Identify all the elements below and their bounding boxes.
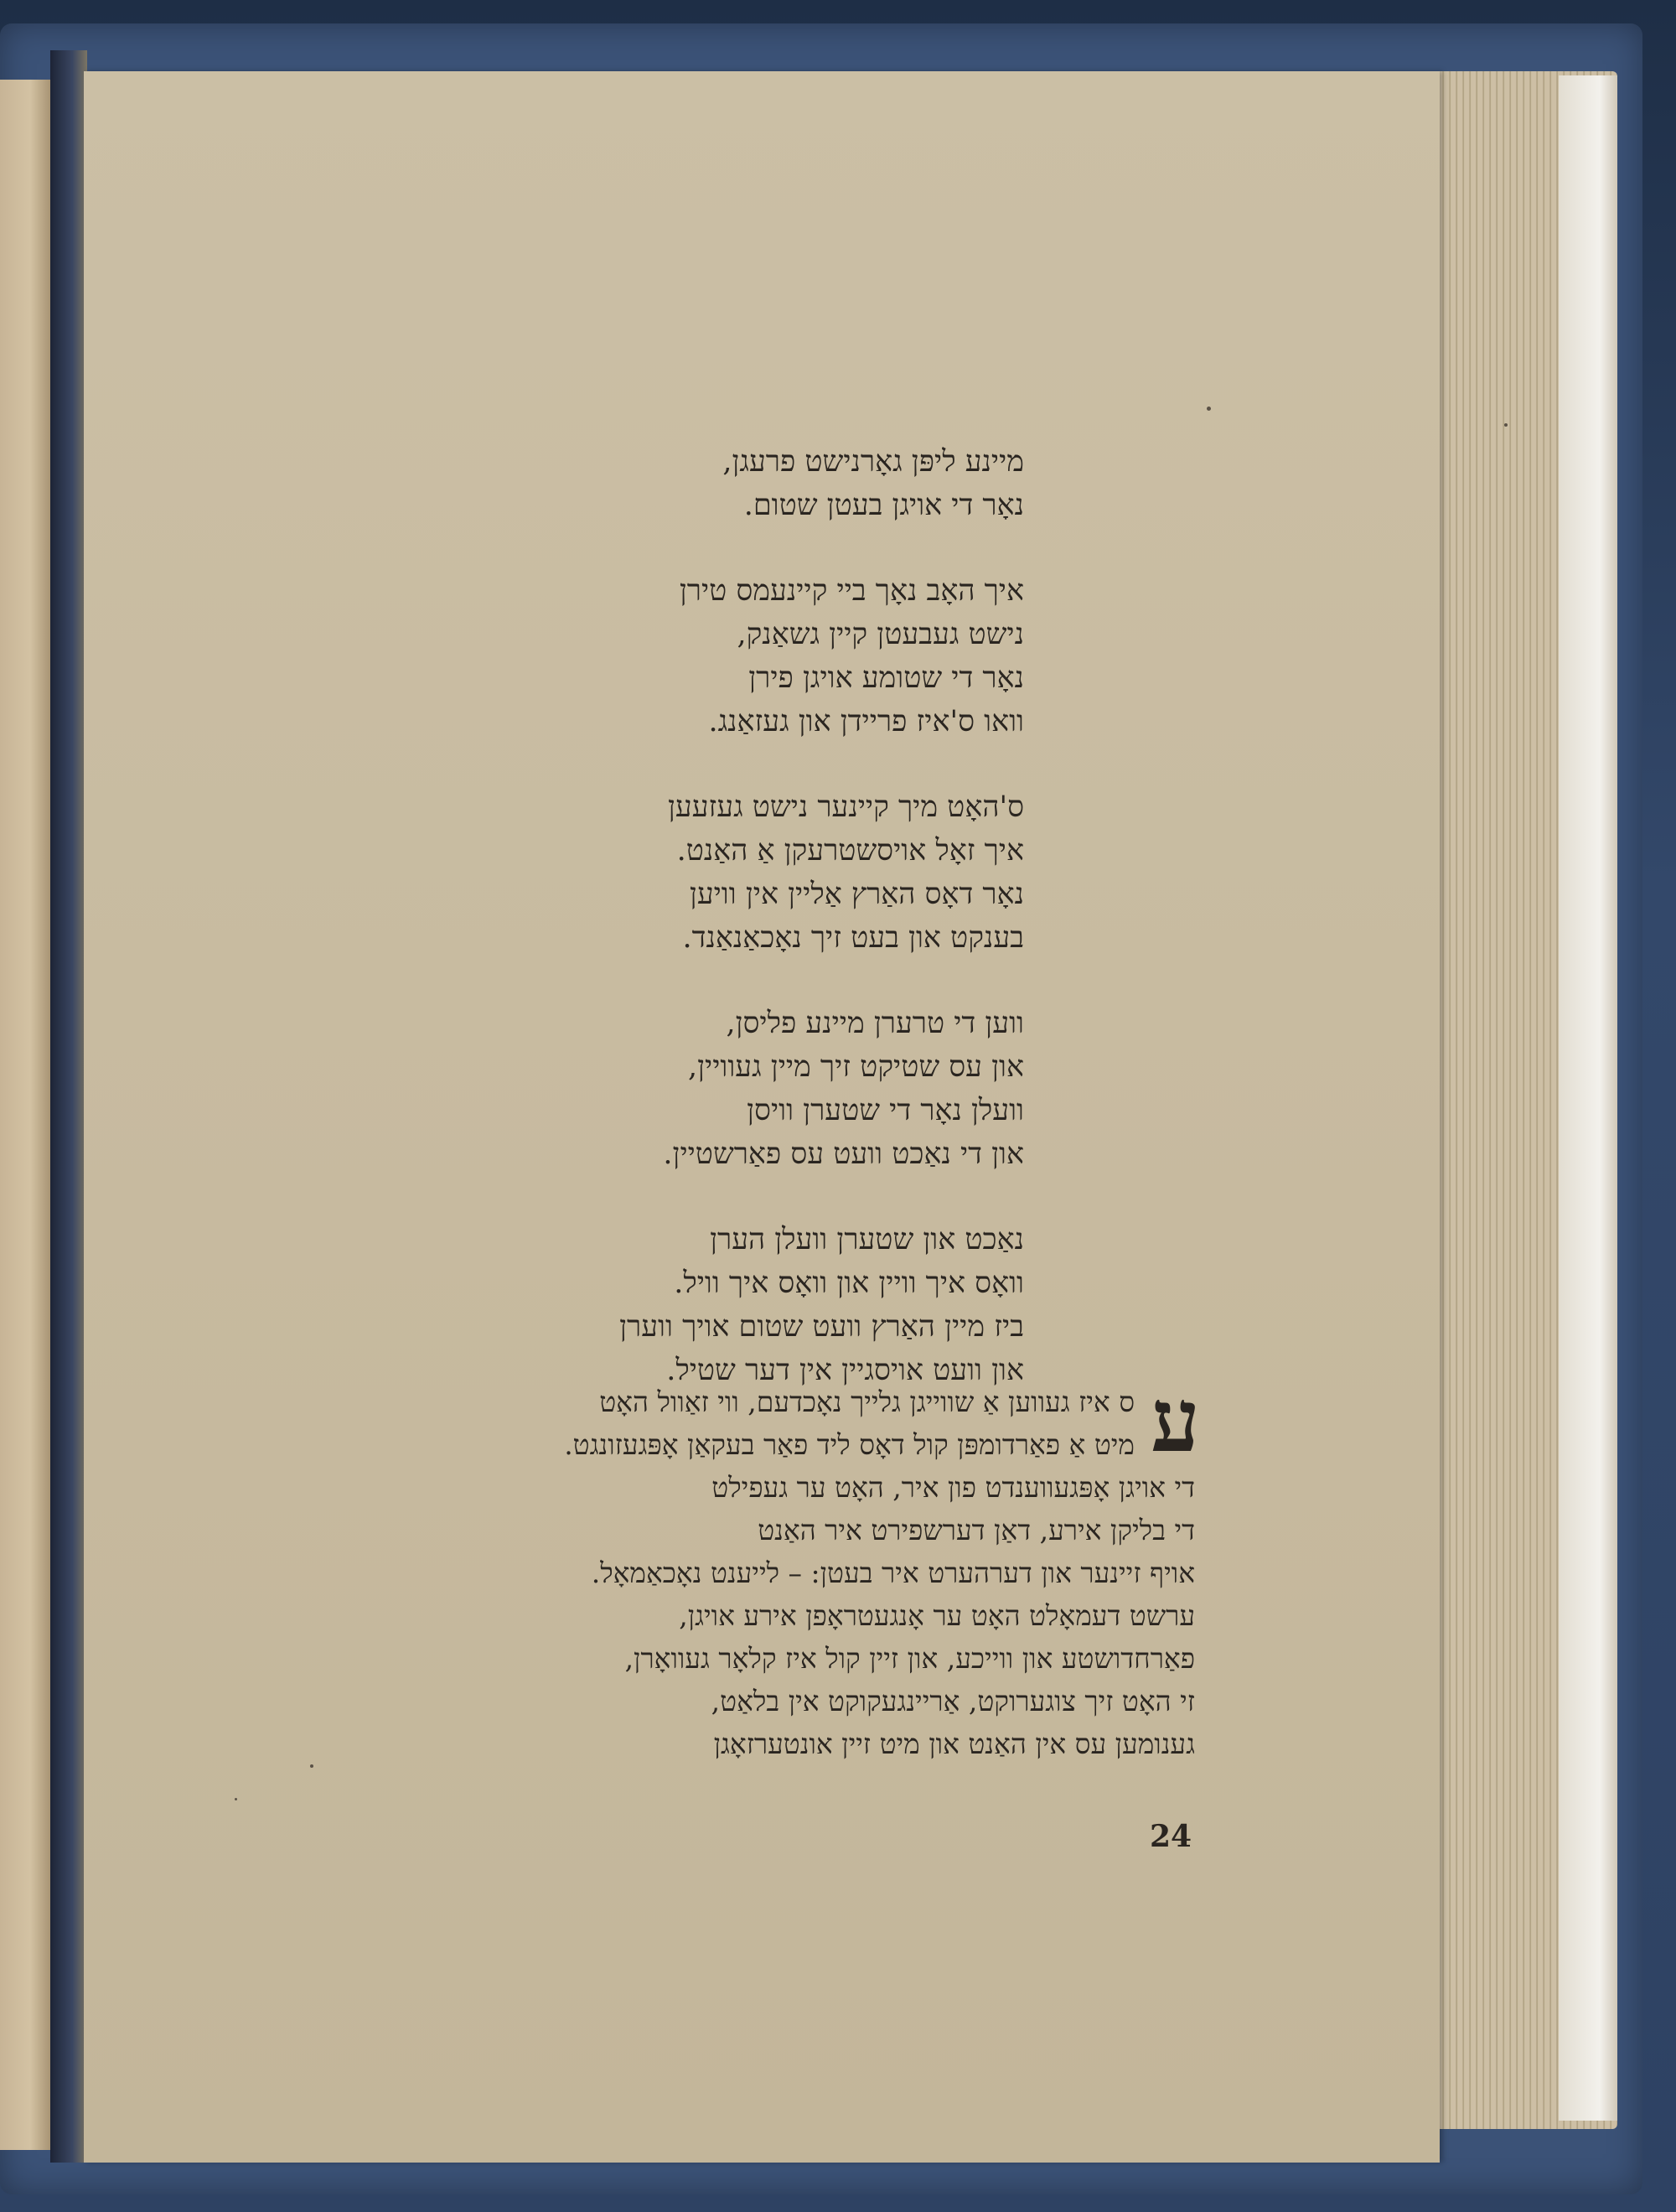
stanza-5 [387,1218,1024,1392]
prose-line: אויף זיינער און דערהערט איר בעטן: – לייענט נאָכאַמאָל. [591,1557,1195,1589]
paper-speck [310,1764,313,1768]
poem-line: וואו ס'איז פריידן און געזאַנג. [708,705,1024,738]
poem-line: און וועט אויסגיין אין דער שטיל. [666,1354,1024,1387]
poem-line: נאָר דאָס האַרץ אַליין אין וויען [689,878,1024,911]
paper-speck [1207,407,1211,411]
poem [387,440,1024,1434]
poem-line: בענקט און בעט זיך נאָכאַנאַנד. [682,921,1024,955]
prose-line: מיט אַ פאַרדומפּן קול דאָס ליד פאַר בעקאַן אָפּגעזונגט. [564,1428,1135,1461]
stanza-1 [387,440,1024,527]
poem-line: ביז מיין האַרץ וועט שטום אויך ווערן [619,1310,1024,1344]
poem-line: און די נאַכט וועט עס פאַרשטיין. [663,1137,1024,1171]
prose-line: פאַרחדושטע און ווייכע, און זיין קול איז קלאָר געוואָרן, [624,1642,1195,1675]
book-page [84,71,1440,2163]
poem-line: ס'האָט מיך קיינער נישט געזעען [667,790,1024,824]
poem-line: איך זאָל אויסשטרעקן אַ האַנט. [676,834,1024,868]
poem-line: און עס שטיקט זיך מיין געוויין, [687,1050,1024,1084]
poem-line: איך האָב נאָך ביי קיינעמס טירן [679,574,1024,608]
poem-line: וואָס איך וויין און וואָס איך וויל. [674,1267,1024,1300]
stanza-3 [387,785,1024,960]
prose-line: ס איז געווען אַ שווייגן גלייך נאָכדעם, ווי זאַוול האָט [599,1386,1135,1418]
poem-line: נאַכט און שטערן וועלן הערן [710,1223,1024,1256]
page-edge-highlight [1559,75,1617,2121]
poem-line: ווען די טרערן מיינע פליסן, [726,1007,1024,1040]
prose-line: די בליקן אירע, דאַן דערשפירט איר האַנט [758,1514,1195,1546]
stanza-2 [387,569,1024,743]
poem-line: נאָר די אויגן בעטן שטום. [743,489,1024,522]
stanza-4 [387,1002,1024,1176]
prose-line: זי האָט זיך צוגערוקט, אַריינגעקוקט אין בלאַט, [711,1685,1195,1717]
poem-line: וועלן נאָר די שטערן וויסן [747,1094,1024,1127]
book-gutter [50,50,87,2163]
poem-line: נישט געבעטן קיין גשאַנק, [737,618,1024,651]
prose-line: ערשט דעמאָלט האָט ער אָנגעטראָפן אירע אויגן, [679,1599,1195,1632]
poem-line: נאָר די שטומע אויגן פירן [748,661,1024,695]
drop-cap: ע [1151,1369,1200,1472]
paper-speck [235,1798,237,1800]
paper-speck [1504,423,1508,427]
poem-line: מיינע ליפּן גאָרנישט פרעגן, [722,445,1024,479]
prose-line: די אויגן אָפּגעווענדט פון איר, האָט ער געפילט [711,1471,1195,1504]
left-page-edge [0,80,50,2150]
page-number: 24 [1150,1819,1192,1854]
prose-line: גענומען עס אין האַנט און מיט זיין אונטערזאָגן [713,1728,1195,1760]
